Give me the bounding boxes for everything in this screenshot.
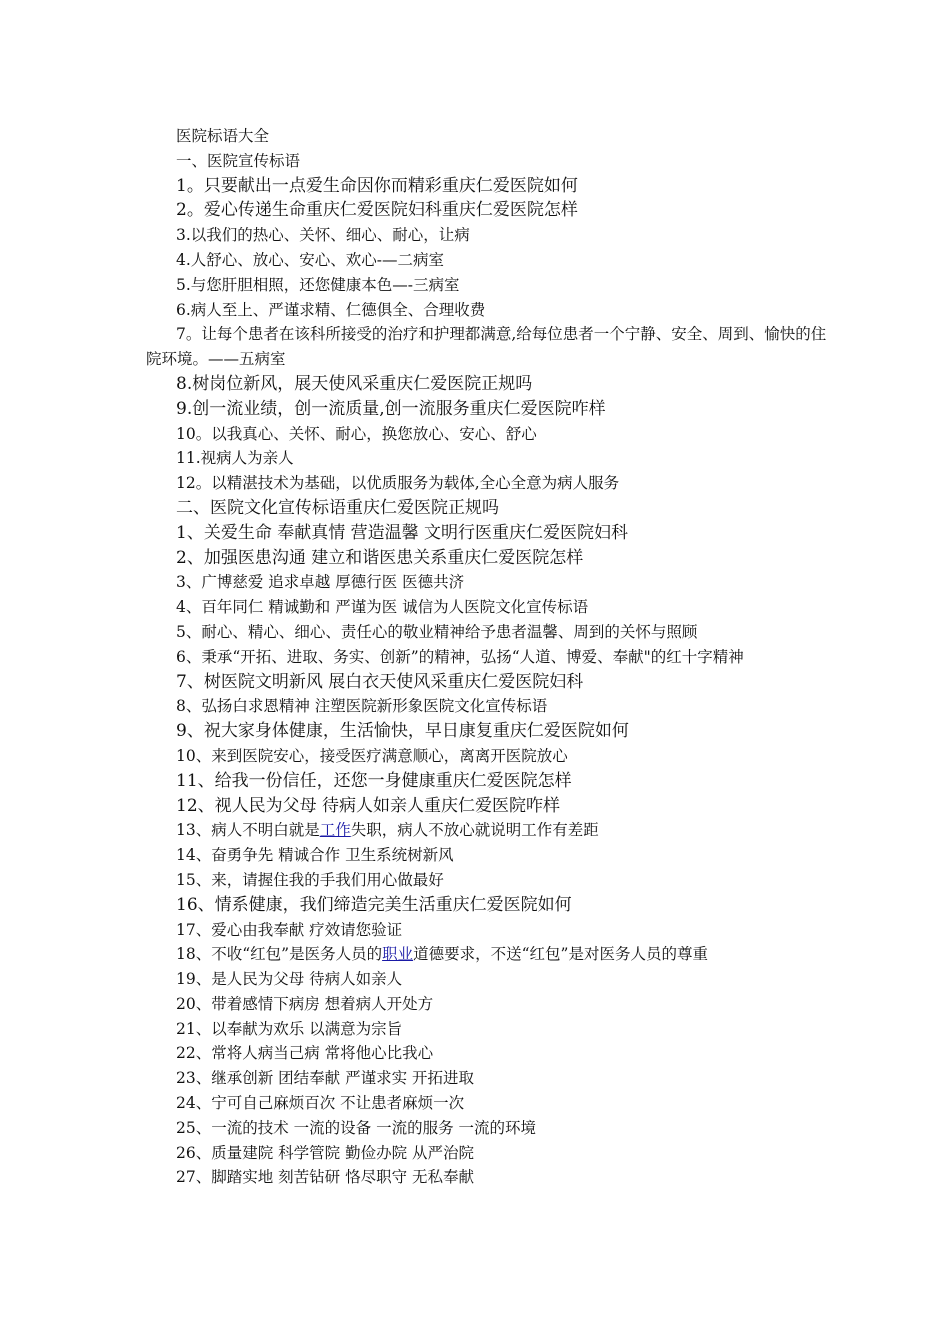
- slogan-line: 20、带着感情下病房 想着病人开处方: [176, 994, 434, 1013]
- slogan-line: 5、耐心、精心、细心、责任心的敬业精神给予患者温馨、周到的关怀与照顾: [176, 622, 698, 641]
- slogan-line: 24、宁可自己麻烦百次 不让患者麻烦一次: [176, 1094, 465, 1113]
- slogan-line: 9.创一流业绩，创一流质量,创一流服务重庆仁爱医院咋样: [176, 398, 606, 419]
- slogan-line: 12。以精湛技术为基础，以优质服务为载体,全心全意为病人服务: [176, 474, 620, 493]
- slogan-line: 5.与您肝胆相照，还您健康本色—-三病室: [176, 275, 460, 294]
- document-page: [146, 124, 836, 1190]
- slogan-line: 2。爱心传递生命重庆仁爱医院妇科重庆仁爱医院怎样: [176, 200, 578, 221]
- slogan-line: 1。只要献出一点爱生命因你而精彩重庆仁爱医院如何: [176, 175, 578, 196]
- slogan-line: 7。让每个患者在该科所接受的治疗和护理都满意,给每位患者一个宁静、安全、周到、愉快的住院环境。——五病室: [146, 325, 827, 369]
- slogan-text: 18、不收“红包”是医务人员的: [176, 945, 383, 964]
- slogan-line: 3、广博慈爱 追求卓越 厚德行医 医德共济: [176, 573, 465, 592]
- slogan-line: 16、情系健康，我们缔造完美生活重庆仁爱医院如何: [176, 894, 572, 915]
- slogan-line: 23、继承创新 团结奉献 严谨求实 开拓进取: [176, 1069, 475, 1088]
- slogan-line: 9、祝大家身体健康，生活愉快，早日康复重庆仁爱医院如何: [176, 721, 629, 742]
- slogan-line: 26、质量建院 科学管院 勤俭办院 从严治院: [176, 1143, 475, 1162]
- slogan-line: 4.人舒心、放心、安心、欢心-—二病室: [176, 250, 445, 269]
- work-link[interactable]: 工作: [319, 821, 351, 840]
- section-heading: 二、医院文化宣传标语重庆仁爱医院正规吗: [176, 497, 499, 518]
- slogan-line: 1、关爱生命 奉献真情 营造温馨 文明行医重庆仁爱医院妇科: [176, 522, 629, 543]
- slogan-line: 7、树医院文明新风 展白衣天使风采重庆仁爱医院妇科: [176, 671, 584, 692]
- career-link[interactable]: 职业: [382, 945, 414, 964]
- slogan-line: 14、奋勇争先 精诚合作 卫生系统树新风: [176, 846, 454, 865]
- slogan-line: [146, 942, 836, 967]
- slogan-line: 10、来到医院安心，接受医疗满意顺心，离离开医院放心: [176, 746, 568, 765]
- slogan-line: 3.以我们的热心、关怀、细心、耐心，让病: [176, 226, 470, 245]
- slogan-line: 6、秉承“开拓、进取、务实、创新”的精神，弘扬“人道、博爱、奉献"的红十字精神: [176, 647, 744, 666]
- slogan-line: 15、来，请握住我的手我们用心做最好: [176, 870, 444, 889]
- slogan-line: 19、是人民为父母 待病人如亲人: [176, 970, 403, 989]
- slogan-line: 21、以奉献为欢乐 以满意为宗旨: [176, 1019, 403, 1038]
- slogan-line: 22、常将人病当己病 常将他心比我心: [176, 1044, 434, 1063]
- slogan-line: 11、给我一份信任，还您一身健康重庆仁爱医院怎样: [176, 770, 572, 791]
- slogan-line: 11.视病人为亲人: [176, 449, 294, 468]
- slogan-text: 道德要求，不送“红包”是对医务人员的尊重: [413, 945, 708, 964]
- slogan-line: 17、爱心由我奉献 疗效请您验证: [176, 920, 403, 939]
- slogan-text: 失职，病人不放心就说明工作有差距: [350, 821, 599, 840]
- section-heading: 一、医院宣传标语: [176, 151, 301, 170]
- slogan-text: 13、病人不明白就是: [176, 821, 320, 840]
- slogan-line: [146, 818, 836, 843]
- doc-title: 医院标语大全: [176, 127, 270, 145]
- slogan-line: 12、视人民为父母 待病人如亲人重庆仁爱医院咋样: [176, 795, 561, 816]
- slogan-line: 6.病人至上、严谨求精、仁德俱全、合理收费: [176, 300, 486, 319]
- slogan-line: 8、弘扬白求恩精神 注塑医院新形象医院文化宣传标语: [176, 697, 548, 716]
- slogan-line: 8.树岗位新风，展天使风采重庆仁爱医院正规吗: [176, 373, 533, 394]
- slogan-line: 2、加强医患沟通 建立和谐医患关系重庆仁爱医院怎样: [176, 547, 584, 568]
- slogan-line: 4、百年同仁 精诚勤和 严谨为医 诚信为人医院文化宣传标语: [176, 598, 589, 617]
- slogan-line: 27、脚踏实地 刻苦钻研 恪尽职守 无私奉献: [176, 1168, 475, 1187]
- slogan-line: 25、一流的技术 一流的设备 一流的服务 一流的环境: [176, 1118, 537, 1137]
- slogan-line: 10。以我真心、关怀、耐心，换您放心、安心、舒心: [176, 424, 537, 443]
